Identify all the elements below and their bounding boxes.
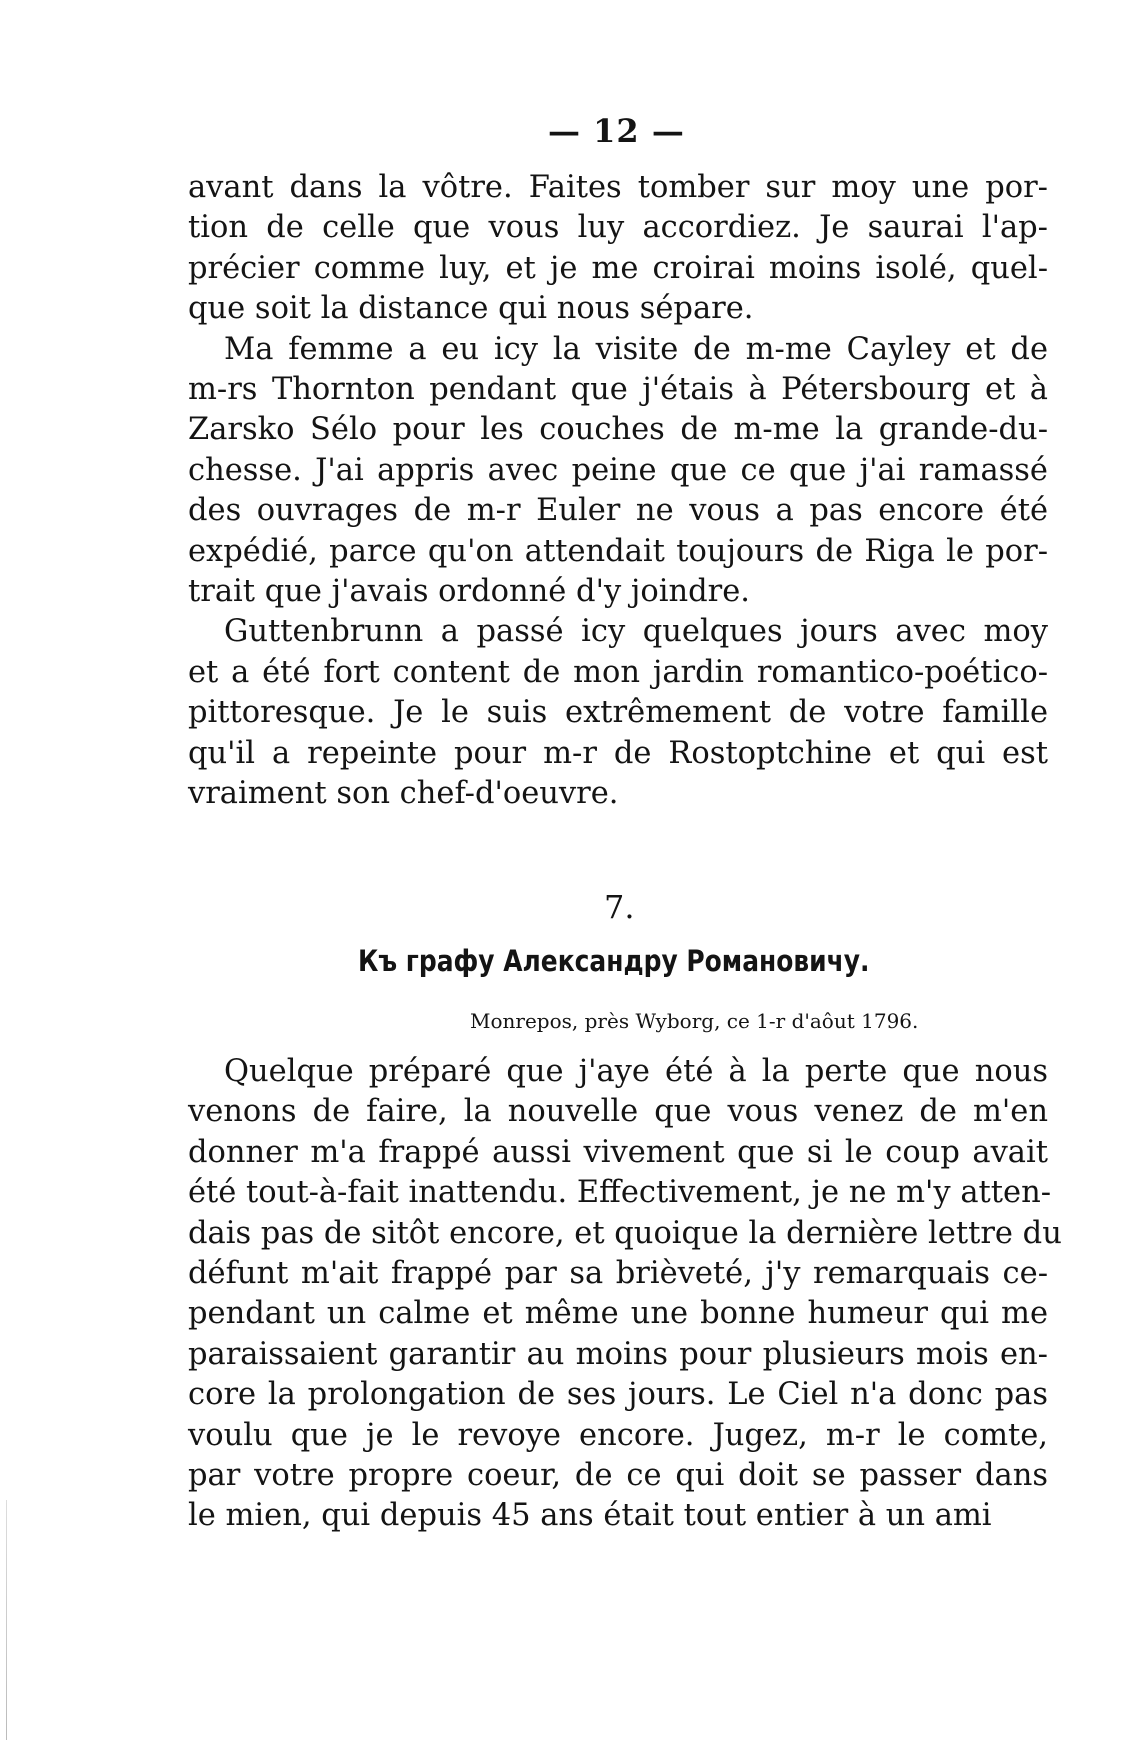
text-line: voulu que je le revoye encore. Jugez, m-r le comte,	[188, 1417, 1048, 1453]
letter-recipient-heading: Къ графу Александру Романовичу.	[358, 944, 870, 978]
continuation-text	[188, 168, 1048, 815]
text-line: vraiment son chef-d'oeuvre.	[188, 776, 619, 812]
text-line: pittoresque. Je le suis extrêmement de votre famille	[188, 695, 1048, 731]
text-line: venons de faire, la nouvelle que vous venez de m'en	[188, 1094, 1048, 1130]
paragraph	[188, 612, 1048, 814]
letter-number: 7.	[604, 888, 635, 926]
text-line: Ma femme a eu icy la visite de m-me Cayley et de	[224, 331, 1048, 367]
text-line: core la prolongation de ses jours. Le Ciel n'a donc pas	[188, 1377, 1048, 1413]
letter-dateline: Monrepos, près Wyborg, ce 1-r d'aôut 1796.	[470, 1009, 919, 1033]
page-edge-line	[6, 1500, 7, 1740]
text-line: chesse. J'ai appris avec peine que ce que j'ai ramassé	[188, 452, 1048, 488]
text-line: expédié, parce qu'on attendait toujours de Riga le por-	[188, 533, 1048, 569]
page-number: — 12 —	[548, 112, 685, 150]
text-line: et a été fort content de mon jardin romantico-poético-	[188, 654, 1048, 690]
paragraph	[188, 1052, 1062, 1537]
text-line: trait que j'avais ordonné d'y joindre.	[188, 574, 750, 610]
text-line: défunt m'ait frappé par sa brièveté, j'y remarquais ce-	[188, 1256, 1048, 1292]
text-line: précier comme luy, et je me croirai moins isolé, quel-	[188, 250, 1048, 286]
text-line: par votre propre coeur, de ce qui doit se passer dans	[188, 1458, 1048, 1494]
text-line: que soit la distance qui nous sépare.	[188, 291, 754, 327]
text-line: des ouvrages de m-r Euler ne vous a pas encore été	[188, 493, 1048, 529]
text-line: pendant un calme et même une bonne humeur qui me	[188, 1296, 1048, 1332]
text-line: Quelque préparé que j'aye été à la perte que nous	[224, 1054, 1048, 1089]
text-line: m-rs Thornton pendant que j'étais à Pétersbourg et à	[188, 372, 1048, 408]
text-line: Guttenbrunn a passé icy quelques jours avec moy	[224, 614, 1048, 650]
text-line: été tout-à-fait inattendu. Effectivement, je ne m'y atten-	[188, 1175, 1052, 1211]
text-line: paraissaient garantir au moins pour plusieurs mois en-	[188, 1336, 1048, 1372]
text-line: avant dans la vôtre. Faites tomber sur moy une por-	[188, 170, 1048, 205]
text-line: tion de celle que vous luy accordiez. Je saurai l'ap-	[188, 210, 1048, 246]
text-line: dais pas de sitôt encore, et quoique la dernière lettre du	[188, 1215, 1062, 1251]
text-line: le mien, qui depuis 45 ans était tout entier à un ami	[188, 1498, 992, 1534]
paragraph	[188, 168, 1048, 330]
text-line: donner m'a frappé aussi vivement que si le coup avait	[188, 1134, 1048, 1170]
text-line: qu'il a repeinte pour m-r de Rostoptchine et qui est	[188, 735, 1048, 771]
letter-body-text	[188, 1052, 1062, 1537]
paragraph	[188, 330, 1048, 613]
text-line: Zarsko Sélo pour les couches de m-me la grande-du-	[188, 412, 1048, 448]
